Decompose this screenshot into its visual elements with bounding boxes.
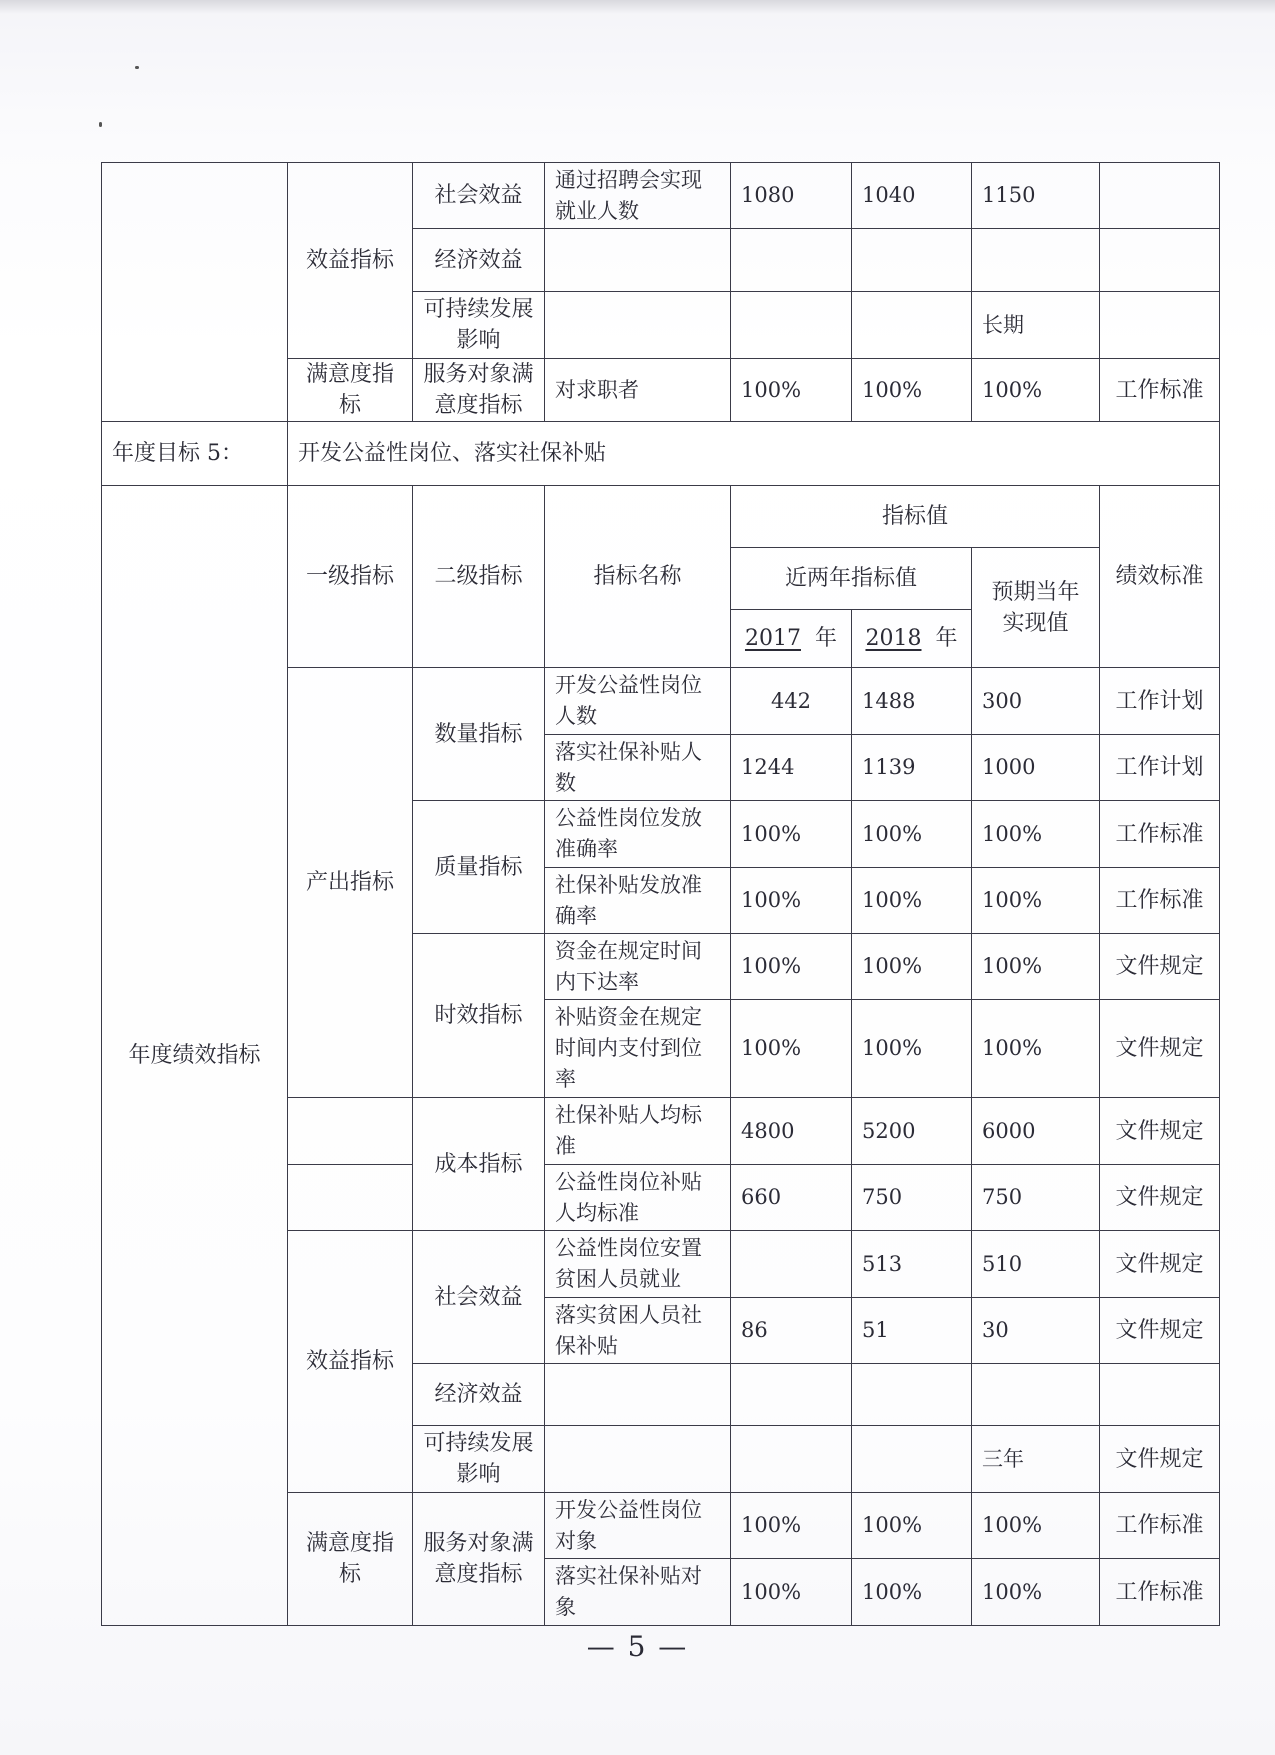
indicator-name: 公益性岗位补贴人均标准 xyxy=(545,1165,731,1231)
expected-value: 510 xyxy=(972,1231,1100,1298)
expected-value: 100% xyxy=(972,1493,1100,1559)
indicator-name: 开发公益性岗位对象 xyxy=(545,1493,731,1559)
value-2017 xyxy=(731,1426,852,1493)
level2-cell: 社会效益 xyxy=(413,163,545,229)
standard-cell: 文件规定 xyxy=(1100,1298,1220,1364)
expected-value: 30 xyxy=(972,1298,1100,1364)
scan-edge-shadow xyxy=(0,0,1275,14)
level2-cell: 经济效益 xyxy=(413,229,545,292)
header-expected: 预期当年实现值 xyxy=(972,548,1100,668)
expected-value: 三年 xyxy=(972,1426,1100,1493)
value-2018: 1488 xyxy=(852,668,972,735)
value-2018: 100% xyxy=(852,1559,972,1626)
value-2017 xyxy=(731,1231,852,1298)
value-2018: 513 xyxy=(852,1231,972,1298)
level1-cell xyxy=(288,1098,413,1165)
indicator-name xyxy=(545,1364,731,1426)
value-2018: 100% xyxy=(852,1000,972,1098)
header-recent-two-years: 近两年指标值 xyxy=(731,548,972,610)
value-2017: 100% xyxy=(731,868,852,934)
level1-cell xyxy=(288,1165,413,1231)
level1-cell: 效益指标 xyxy=(288,163,413,359)
level1-cell: 满意度指标 xyxy=(288,1493,413,1626)
standard-cell: 文件规定 xyxy=(1100,1000,1220,1098)
scan-speck xyxy=(135,66,139,69)
annual-goal-text: 开发公益性岗位、落实社保补贴 xyxy=(288,422,1220,486)
indicator-name xyxy=(545,292,731,359)
expected-value xyxy=(972,1364,1100,1426)
header-level2: 二级指标 xyxy=(413,486,545,668)
expected-value: 100% xyxy=(972,801,1100,868)
level1-cell: 满意度指标 xyxy=(288,359,413,422)
indicator-name: 公益性岗位发放准确率 xyxy=(545,801,731,868)
level2-cell: 社会效益 xyxy=(413,1231,545,1364)
indicator-name xyxy=(545,1426,731,1493)
value-2017: 100% xyxy=(731,1493,852,1559)
standard-cell: 工作标准 xyxy=(1100,359,1220,422)
value-2018: 1040 xyxy=(852,163,972,229)
value-2018: 5200 xyxy=(852,1098,972,1165)
standard-cell: 工作标准 xyxy=(1100,1493,1220,1559)
level2-cell: 质量指标 xyxy=(413,801,545,934)
section-label-cell xyxy=(102,163,288,422)
level2-cell: 时效指标 xyxy=(413,934,545,1098)
value-2018: 51 xyxy=(852,1298,972,1364)
expected-value: 750 xyxy=(972,1165,1100,1231)
standard-cell: 文件规定 xyxy=(1100,1165,1220,1231)
table-header-row xyxy=(102,486,1220,548)
standard-cell xyxy=(1100,1364,1220,1426)
value-2018: 100% xyxy=(852,868,972,934)
level1-cell: 产出指标 xyxy=(288,668,413,1098)
header-indicator-value: 指标值 xyxy=(731,486,1100,548)
value-2018 xyxy=(852,229,972,292)
standard-cell: 文件规定 xyxy=(1100,1231,1220,1298)
annual-performance-label: 年度绩效指标 xyxy=(102,486,288,1626)
level2-cell: 成本指标 xyxy=(413,1098,545,1231)
standard-cell: 工作计划 xyxy=(1100,668,1220,735)
standard-cell: 工作标准 xyxy=(1100,1559,1220,1626)
value-2018 xyxy=(852,1426,972,1493)
value-2017: 100% xyxy=(731,934,852,1000)
value-2017: 4800 xyxy=(731,1098,852,1165)
indicator-name: 资金在规定时间内下达率 xyxy=(545,934,731,1000)
indicator-name: 通过招聘会实现就业人数 xyxy=(545,163,731,229)
indicator-name: 开发公益性岗位人数 xyxy=(545,668,731,735)
value-2017: 660 xyxy=(731,1165,852,1231)
standard-cell: 工作标准 xyxy=(1100,801,1220,868)
value-2018 xyxy=(852,1364,972,1426)
expected-value: 长期 xyxy=(972,292,1100,359)
value-2017 xyxy=(731,292,852,359)
expected-value: 100% xyxy=(972,359,1100,422)
annual-goal-label: 年度目标 5： xyxy=(102,422,288,486)
value-2017: 100% xyxy=(731,359,852,422)
indicator-name: 补贴资金在规定时间内支付到位率 xyxy=(545,1000,731,1098)
indicator-name: 对求职者 xyxy=(545,359,731,422)
header-indicator-name: 指标名称 xyxy=(545,486,731,668)
level2-cell: 经济效益 xyxy=(413,1364,545,1426)
level2-cell: 可持续发展影响 xyxy=(413,292,545,359)
value-2017: 1244 xyxy=(731,735,852,801)
standard-cell: 工作标准 xyxy=(1100,868,1220,934)
annual-goal-row xyxy=(102,422,1220,486)
page-number: — 5 — xyxy=(586,1630,689,1663)
level2-cell: 服务对象满意度指标 xyxy=(413,359,545,422)
value-2017: 86 xyxy=(731,1298,852,1364)
value-2018 xyxy=(852,292,972,359)
expected-value: 1000 xyxy=(972,735,1100,801)
indicator-name: 落实社保补贴人数 xyxy=(545,735,731,801)
value-2017: 442 xyxy=(731,668,852,735)
indicator-name: 公益性岗位安置贫困人员就业 xyxy=(545,1231,731,1298)
value-2018: 100% xyxy=(852,934,972,1000)
value-2018: 750 xyxy=(852,1165,972,1231)
standard-cell: 文件规定 xyxy=(1100,1426,1220,1493)
header-level1: 一级指标 xyxy=(288,486,413,668)
header-standard: 绩效标准 xyxy=(1100,486,1220,668)
performance-indicator-table xyxy=(101,162,1220,1626)
standard-cell xyxy=(1100,229,1220,292)
indicator-name: 落实社保补贴对象 xyxy=(545,1559,731,1626)
value-2017: 100% xyxy=(731,1559,852,1626)
expected-value: 100% xyxy=(972,1000,1100,1098)
expected-value xyxy=(972,229,1100,292)
expected-value: 100% xyxy=(972,1559,1100,1626)
header-year-2017: 2017 年 xyxy=(731,610,852,668)
value-2017: 1080 xyxy=(731,163,852,229)
expected-value: 100% xyxy=(972,868,1100,934)
standard-cell: 文件规定 xyxy=(1100,934,1220,1000)
standard-cell: 工作计划 xyxy=(1100,735,1220,801)
level1-cell: 效益指标 xyxy=(288,1231,413,1493)
value-2017 xyxy=(731,1364,852,1426)
standard-cell xyxy=(1100,292,1220,359)
level2-cell: 数量指标 xyxy=(413,668,545,801)
level2-cell: 服务对象满意度指标 xyxy=(413,1493,545,1626)
expected-value: 100% xyxy=(972,934,1100,1000)
value-2018: 1139 xyxy=(852,735,972,801)
scan-speck xyxy=(99,122,102,127)
indicator-name: 落实贫困人员社保补贴 xyxy=(545,1298,731,1364)
table-row xyxy=(102,163,1220,229)
value-2017: 100% xyxy=(731,801,852,868)
standard-cell: 文件规定 xyxy=(1100,1098,1220,1165)
indicator-name xyxy=(545,229,731,292)
value-2018: 100% xyxy=(852,801,972,868)
value-2017: 100% xyxy=(731,1000,852,1098)
value-2018: 100% xyxy=(852,359,972,422)
indicator-name: 社保补贴发放准确率 xyxy=(545,868,731,934)
header-year-2018: 2018 年 xyxy=(852,610,972,668)
value-2018: 100% xyxy=(852,1493,972,1559)
standard-cell xyxy=(1100,163,1220,229)
value-2017 xyxy=(731,229,852,292)
level2-cell: 可持续发展影响 xyxy=(413,1426,545,1493)
expected-value: 6000 xyxy=(972,1098,1100,1165)
indicator-name: 社保补贴人均标准 xyxy=(545,1098,731,1165)
expected-value: 1150 xyxy=(972,163,1100,229)
expected-value: 300 xyxy=(972,668,1100,735)
